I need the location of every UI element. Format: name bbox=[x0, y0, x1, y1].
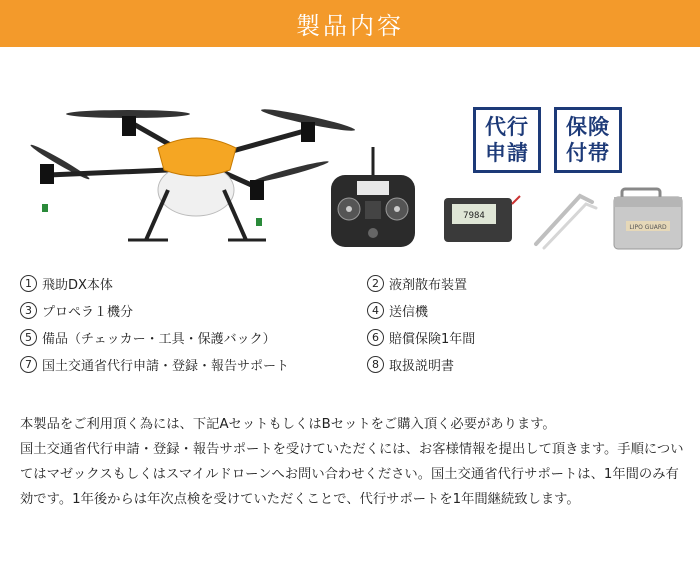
list-item bbox=[20, 327, 276, 347]
item-label: 賠償保険1年間 bbox=[389, 331, 476, 347]
list-item bbox=[367, 273, 467, 293]
item-number: 3 bbox=[20, 302, 37, 319]
badge-proxy-application-label: 代行申請 bbox=[485, 115, 529, 165]
item-number: 1 bbox=[20, 275, 37, 292]
lipo-safe-bag-image bbox=[612, 185, 684, 253]
item-label: 液剤散布装置 bbox=[389, 277, 468, 293]
battery-checker-image bbox=[440, 190, 522, 248]
badge-proxy-application bbox=[473, 107, 541, 173]
item-label: プロペラ１機分 bbox=[42, 304, 134, 320]
drone-image bbox=[18, 100, 363, 260]
item-label: 国土交通省代行申請・登録・報告サポート bbox=[42, 358, 290, 374]
list-item bbox=[20, 273, 113, 293]
item-number: 6 bbox=[367, 329, 384, 346]
lipo-bag-text: LIPO GUARD bbox=[629, 224, 667, 231]
badge-insurance bbox=[554, 107, 622, 173]
description-paragraph-2: 国土交通省代行申請・登録・報告サポートを受けていただくには、お客様情報を提出して頂きます。手順についてはマゼックスもしくはスマイルドローンへお問い合わせください。国土交通省代行サポートは、1年間のみ有効です。1年後からは年次点検を受けていただくことで、代行サポートを1年間継続致します。 bbox=[20, 442, 684, 507]
description bbox=[20, 412, 685, 512]
list-item bbox=[367, 327, 475, 347]
item-label: 備品（チェッカー・工具・保護バック） bbox=[42, 331, 276, 347]
item-label: 飛助DX本体 bbox=[42, 277, 113, 293]
page-title: 製品内容 bbox=[296, 12, 404, 40]
item-number: 8 bbox=[367, 356, 384, 373]
list-item bbox=[367, 300, 428, 320]
list-item bbox=[367, 354, 454, 374]
badge-insurance-label: 保険付帯 bbox=[566, 115, 610, 165]
description-line-1: 本製品をご利用頂く為には、下記AセットもしくはBセットをご購入頂く必要があります。 bbox=[20, 417, 556, 432]
list-item bbox=[20, 300, 133, 320]
item-number: 7 bbox=[20, 356, 37, 373]
item-label: 取扱説明書 bbox=[389, 358, 455, 374]
svg-text:7984: 7984 bbox=[463, 211, 485, 221]
item-number: 4 bbox=[367, 302, 384, 319]
hex-wrench-image bbox=[528, 188, 600, 250]
item-number: 5 bbox=[20, 329, 37, 346]
list-item bbox=[20, 354, 289, 374]
item-number: 2 bbox=[367, 275, 384, 292]
header-banner bbox=[0, 0, 700, 47]
transmitter-image bbox=[325, 145, 420, 255]
item-label: 送信機 bbox=[389, 304, 429, 320]
